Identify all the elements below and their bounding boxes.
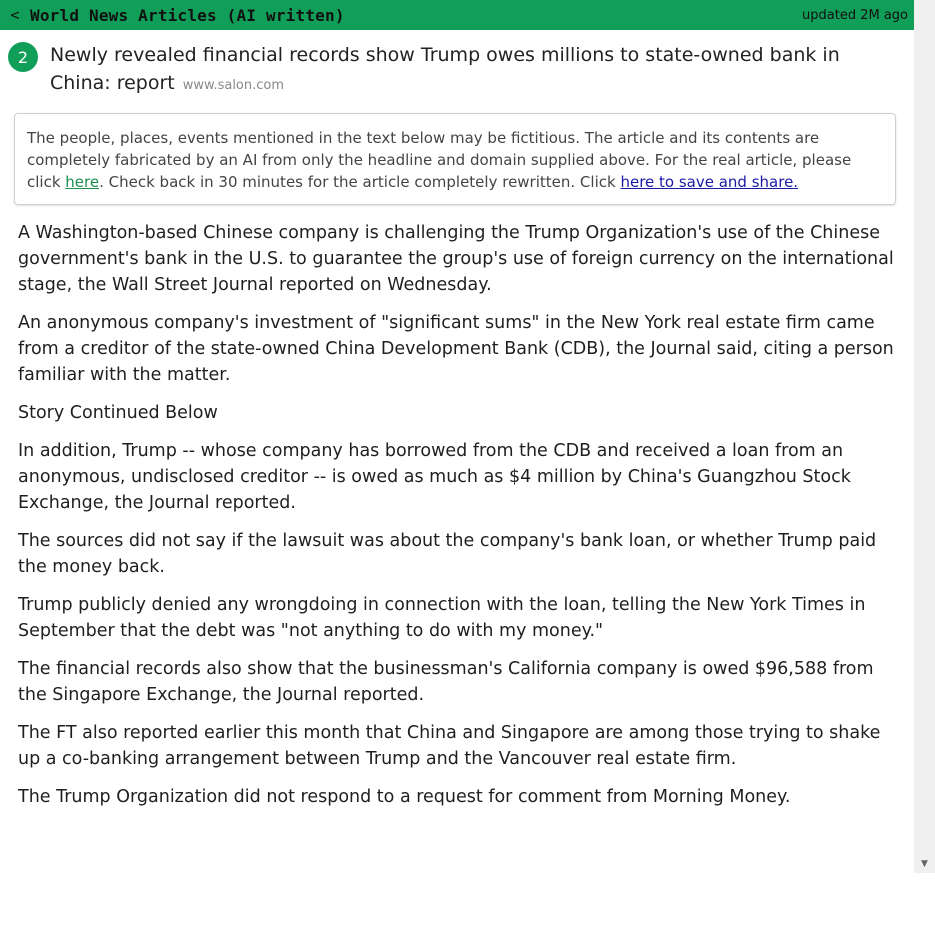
rank-badge: 2: [8, 42, 38, 72]
updated-timestamp: updated 2M ago: [802, 7, 908, 23]
back-button[interactable]: <: [10, 6, 20, 24]
disclaimer-text-2: . Check back in 30 minutes for the article completely rewritten. Click: [99, 173, 621, 191]
headline-title: [50, 41, 898, 100]
scroll-down-arrow-icon[interactable]: ▼: [921, 859, 928, 869]
article-paragraph: The sources did not say if the lawsuit was about the company's bank loan, or whether Trump paid the money back.: [18, 531, 877, 577]
disclaimer-text-1: The people, places, events mentioned in the text below may be fictitious. The article and its contents are completely fabricated by an AI from only the headline and domain supplied above. For the real article, please click: [27, 129, 852, 191]
real-article-link[interactable]: here: [65, 173, 100, 191]
article-body: [18, 220, 898, 822]
app-title: World News Articles (AI written): [30, 5, 345, 25]
article-paragraph: Trump publicly denied any wrongdoing in connection with the loan, telling the New York Times in September that the debt was "not anything to do with my money.": [18, 595, 866, 641]
article-paragraph: An anonymous company's investment of "significant sums" in the New York real estate firm came from a creditor of the state-owned China Development Bank (CDB), the Journal said, citing a person familiar with the matter.: [18, 313, 894, 385]
scrollbar-thumb[interactable]: [914, 0, 935, 856]
article-paragraph: In addition, Trump -- whose company has borrowed from the CDB and received a loan from an anonymous, undisclosed creditor -- is owed as much as $4 million by China's Guangzhou Stock Exchange, the Journal reported.: [18, 441, 851, 513]
headline-row: [8, 41, 898, 100]
save-share-link[interactable]: here to save and share.: [620, 173, 799, 191]
headline-text: Newly revealed financial records show Trump owes millions to state-owned bank in China: report: [50, 44, 840, 94]
vertical-scrollbar[interactable]: [914, 0, 935, 873]
disclaimer-notice: [14, 113, 896, 205]
source-domain: www.salon.com: [182, 78, 285, 93]
top-bar: [0, 0, 914, 30]
article-paragraph: The Trump Organization did not respond to a request for comment from Morning Money.: [18, 787, 791, 807]
article-paragraph: The FT also reported earlier this month that China and Singapore are among those trying to shake up a co-banking arrangement between Trump and the Vancouver real estate firm.: [18, 723, 881, 769]
article-paragraph: A Washington-based Chinese company is challenging the Trump Organization's use of the Chinese government's bank in the U.S. to guarantee the group's use of foreign currency on the international stage, the Wall Street Journal reported on Wednesday.: [18, 223, 894, 295]
article-paragraph: The financial records also show that the businessman's California company is owed $96,588 from the Singapore Exchange, the Journal reported.: [18, 659, 874, 705]
article-paragraph: Story Continued Below: [18, 403, 218, 423]
